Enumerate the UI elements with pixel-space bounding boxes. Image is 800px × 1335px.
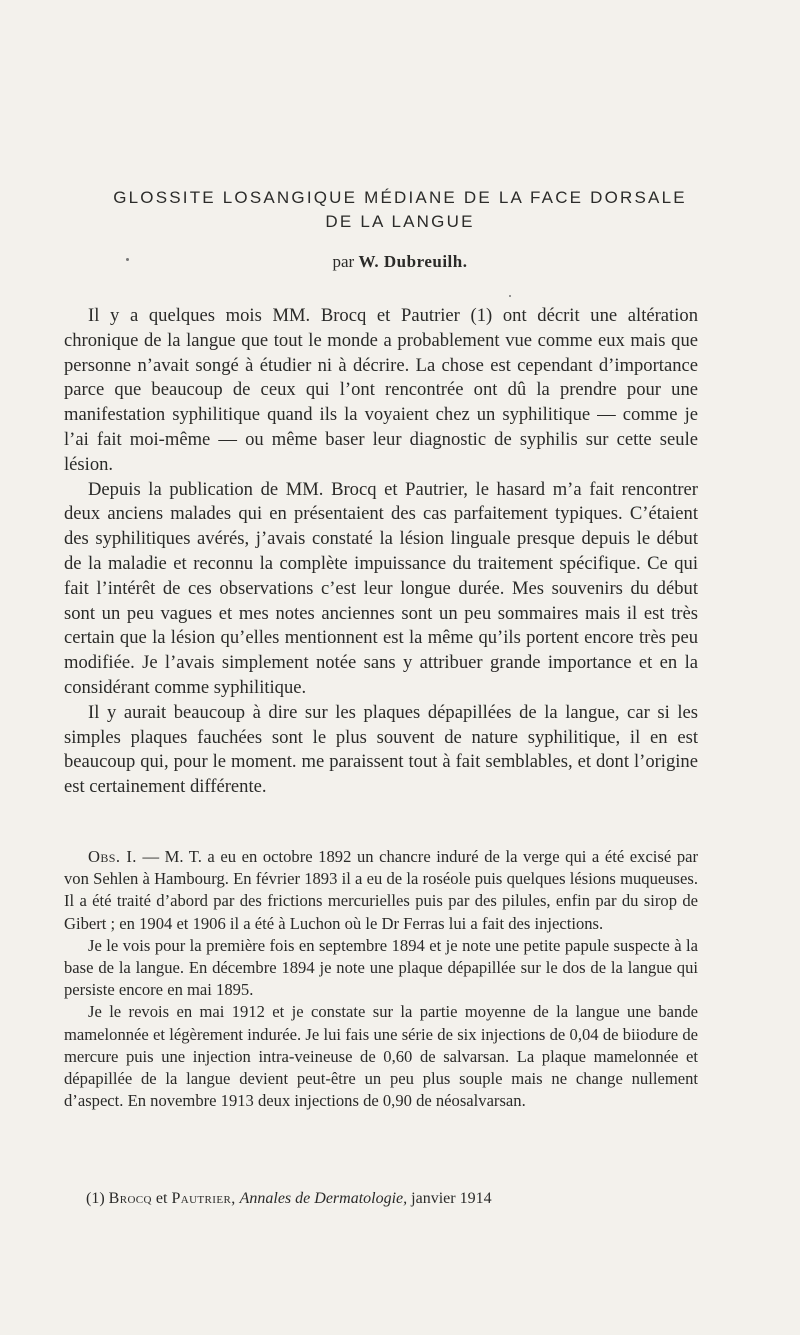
- footnote-date: janvier 1914: [411, 1190, 492, 1207]
- footnote: [86, 1188, 726, 1210]
- paragraph: Il y a quelques mois MM. Brocq et Pautrier (1) ont décrit une altération chronique de la langue que tout le monde a probablement vue comme eux mais que personne n’avait songé à étudier ni à décrire. La chose est cependant d’importance parce que beaucoup de ceux qui l’ont rencontrée ont dû la prendre pour une manifestation syphilitique quand ils la voyaient chez un syphilitique — comme je l’ai fait moi-même — ou même baser leur diagnostic de syphilis sur cette seule lésion.: [64, 305, 698, 475]
- paragraph: Il y aurait beaucoup à dire sur les plaques dépapillées de la langue, car si les simples plaques fauchées sont le plus souvent de nature syphilitique, il en est beaucoup qui, pour le moment. me paraissent tout à fait semblables, et dont l’origine est certainement différente.: [64, 701, 698, 798]
- observation-label: Obs. I.: [88, 847, 137, 866]
- author-name: W. Dubreuilh.: [358, 252, 468, 271]
- article-title: [60, 186, 740, 234]
- title-line-1: GLOSSITE LOSANGIQUE MÉDIANE DE LA FACE DORSALE: [113, 188, 687, 207]
- title-line-2: DE LA LANGUE: [325, 212, 475, 231]
- print-speck: [509, 295, 511, 297]
- observation-paragraph: Je le revois en mai 1912 et je constate sur la partie moyenne de la langue une bande mamelonnée et légèrement indurée. Je lui fais une série de six injections de 0,04 de biiodure de mercure puis une injection intra-veineuse de 0,60 de salvarsan. La plaque mamelonnée et dépapillée de la langue devient peut-être un peu plus souple mais ne change nullement d’aspect. En novembre 1913 deux injections de 0,90 de néosalvarsan.: [64, 1002, 698, 1111]
- footnote-journal: Annales de Dermatologie,: [239, 1190, 408, 1207]
- print-speck: [126, 258, 129, 261]
- byline-prefix: par: [332, 252, 355, 271]
- main-text: [64, 304, 698, 800]
- observation-paragraph: Je le vois pour la première fois en septembre 1894 et je note une petite papule suspecte à la base de la langue. En décembre 1894 je note une plaque dépapillée sur le dos de la langue qui persiste encore en mai 1895.: [64, 935, 698, 1000]
- paragraph: Depuis la publication de MM. Brocq et Pautrier, le hasard m’a fait rencontrer deux anciens malades qui en présentaient des cas parfaitement typiques. C’étaient des syphilitiques avérés, j’avais constaté la lésion linguale presque depuis le début de la maladie et reconnu la complète impuissance du traitement spécifique. Ce qui fait l’intérêt de ces observations c’est leur longue durée. Mes souvenirs du début sont un peu vagues et mes notes anciennes sont un peu sommaires mais il est très certain que la lésion qu’elles mentionnent est la même qu’ils portent encore très peu modifiée. Je l’avais simplement notée sans y attribuer grande importance et en la considérant comme syphilitique.: [64, 478, 698, 698]
- observation-paragraph: [64, 846, 698, 935]
- observation-text: — M. T. a eu en octobre 1892 un chancre induré de la verge qui a été excisé par von Sehlen à Hambourg. En février 1893 il a eu de la roséole puis quelques lésions muqueuses. Il a été traité d’abord par des frictions mercurielles puis par des pilules, enfin par du sirop de Gibert ; en 1904 et 1906 il a été à Luchon où le Dr Ferras lui a fait des injections.: [64, 847, 699, 933]
- observation-section: [64, 846, 698, 1112]
- footnote-author-2: Pautrier,: [171, 1190, 236, 1207]
- byline: [60, 252, 740, 272]
- footnote-mark: (1): [86, 1190, 105, 1207]
- footnote-author-1: Brocq: [108, 1190, 152, 1207]
- footnote-conjunction: et: [155, 1190, 168, 1207]
